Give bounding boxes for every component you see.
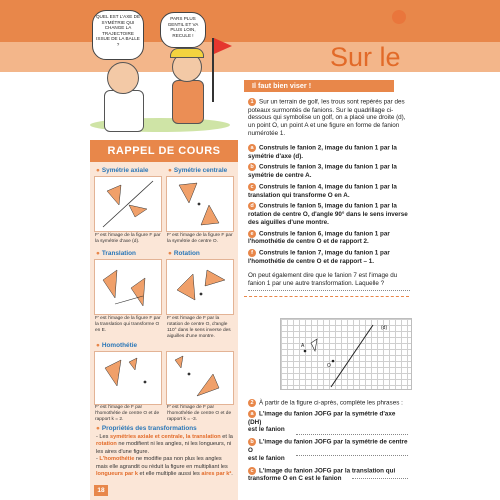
caption-homothetie-1: F' est l'image de F par l'homothétie de centre O et de rapport k = 2. [95, 405, 160, 422]
sky-band [0, 42, 500, 72]
exercise-1-question: On peut également dire que le fanion 7 est l'image du fanion 1 par une autre transformation. Laquelle ? [248, 272, 398, 287]
grid-label-a: A [301, 343, 305, 349]
golf-grid [280, 318, 412, 390]
caption-rotation: F' est l'image de F par la rotation de centre O, d'angle 110° dans le sens inverse des aiguilles d'une montre. [167, 316, 231, 339]
answer-line[interactable] [296, 455, 408, 456]
professor-head [107, 62, 139, 94]
exercise-number: 1 [248, 98, 256, 106]
ex2-item-c-cont: transforme O en C est le fanion [248, 475, 342, 483]
item-d: d Construis le fanion 5, image du fanion 1 par la rotation de centre O, d'angle 90° dans le sens inverse des aiguilles d'une montre. [248, 203, 408, 226]
answer-line[interactable] [248, 290, 410, 291]
figure-rotation [166, 259, 234, 315]
exercise-2-items [248, 410, 410, 483]
figure-homothetie-1 [94, 351, 162, 405]
section-symetrie-centrale: ● Symétrie centrale [168, 167, 228, 174]
section-proprietes: ● Propriétés des transformations [96, 425, 197, 432]
caption-symetrie-axiale: F' est l'image de la figure F par la symétrie d'axe (d). [95, 233, 161, 244]
figure-symetrie-axiale [94, 176, 162, 232]
caption-translation: F' est l'image de la figure F par la translation qui transforme O en E. [95, 316, 161, 333]
item-c: c Construis le fanion 4, image du fanion 1 par la translation qui transforme O en A. [248, 183, 397, 199]
top-banner [0, 0, 500, 42]
ex2-item-c: c L'image du fanion JOFG par la translation qui [248, 467, 410, 476]
exercise-number: 2 [248, 399, 256, 407]
item-b: b Construis le fanion 3, image du fanion 1 par la symétrie de centre A. [248, 164, 397, 180]
exercise-bar: Il faut bien viser ! [244, 80, 394, 92]
exercise-2-intro: 2 À partir de la figure ci-après, complète les phrases : [248, 399, 410, 408]
ex2-item-a-cont: est le fanion [248, 426, 285, 434]
figure-translation [94, 259, 162, 315]
speech-bubble-golfer: PARS PLUS GENTIL ET VA PLUS LOIN, RECULE ! [160, 12, 206, 48]
section-rotation: ● Rotation [168, 250, 200, 257]
item-a: a Construis le fanion 2, image du fanion 1 par la symétrie d'axe (d). [248, 144, 397, 160]
section-translation: ● Translation [96, 250, 136, 257]
ex2-item-b-cont: est le fanion [248, 454, 285, 462]
divider [244, 296, 409, 297]
section-homothetie: ● Homothétie [96, 342, 138, 349]
section-symetrie-axiale: ● Symétrie axiale [96, 167, 149, 174]
rappel-title: RAPPEL DE COURS [90, 140, 238, 162]
professor-figure [104, 90, 144, 132]
exercise-1-intro: 1 Sur un terrain de golf, les trous sont repérés par des poteaux surmontés de fanions. Sur le quadrillage ci-dessous qui symbolise un golf, on a placé une droite (d), un point O, un point A et une figure en forme de fanion numérotée 1. [248, 98, 406, 138]
ex2-item-a: a L'image du fanion JOFG par la symétrie d'axe (DH) [248, 410, 396, 426]
caption-homothetie-2: F' est l'image de F par l'homothétie de centre O et de rapport k = -3. [167, 405, 232, 422]
ex2-item-b: b L'image du fanion JOFG par la symétrie de centre O [248, 439, 408, 454]
item-e: e Construis le fanion 6, image du fanion 1 par l'homothétie de centre O et de rapport 2. [248, 230, 390, 246]
page-title: Sur le [330, 42, 401, 72]
caption-symetrie-centrale: F' est l'image de la figure F par la symétrie de centre O. [167, 233, 233, 244]
golfer-hat [170, 48, 204, 58]
golf-flag-icon [214, 38, 232, 54]
grid-label-d: (d) [381, 325, 388, 331]
figure-homothetie-2 [166, 351, 234, 405]
item-f: f Construis le fanion 7, image du fanion 1 par l'homothétie de centre O et de rapport – 1. [248, 250, 390, 265]
page-number: 18 [94, 485, 108, 496]
answer-line[interactable] [352, 478, 408, 479]
grid-label-o: O [327, 363, 331, 369]
speech-bubble-professor: QUEL EST L'AXE DE SYMÉTRIE QUI CHANGE LA TRAJECTOIRE ISSUE DE LA BALLE ? [92, 10, 144, 60]
answer-line[interactable] [296, 434, 408, 435]
proprietes-text: - Les symétries axiale et centrale, la translation et la rotation ne modifient ni les angles, ni les longueurs, ni les aires d'une figure. - L'homothétie ne modifie pas non plus les angles mais elle agrandit ou réduit la figure en multipliant les longueurs par k et elle multiplie aussi les aires par k². [96, 434, 233, 478]
exercise-1-items [248, 144, 410, 269]
golfer-figure [172, 80, 204, 124]
figure-symetrie-centrale [166, 176, 234, 232]
golf-ball-icon [392, 10, 406, 24]
